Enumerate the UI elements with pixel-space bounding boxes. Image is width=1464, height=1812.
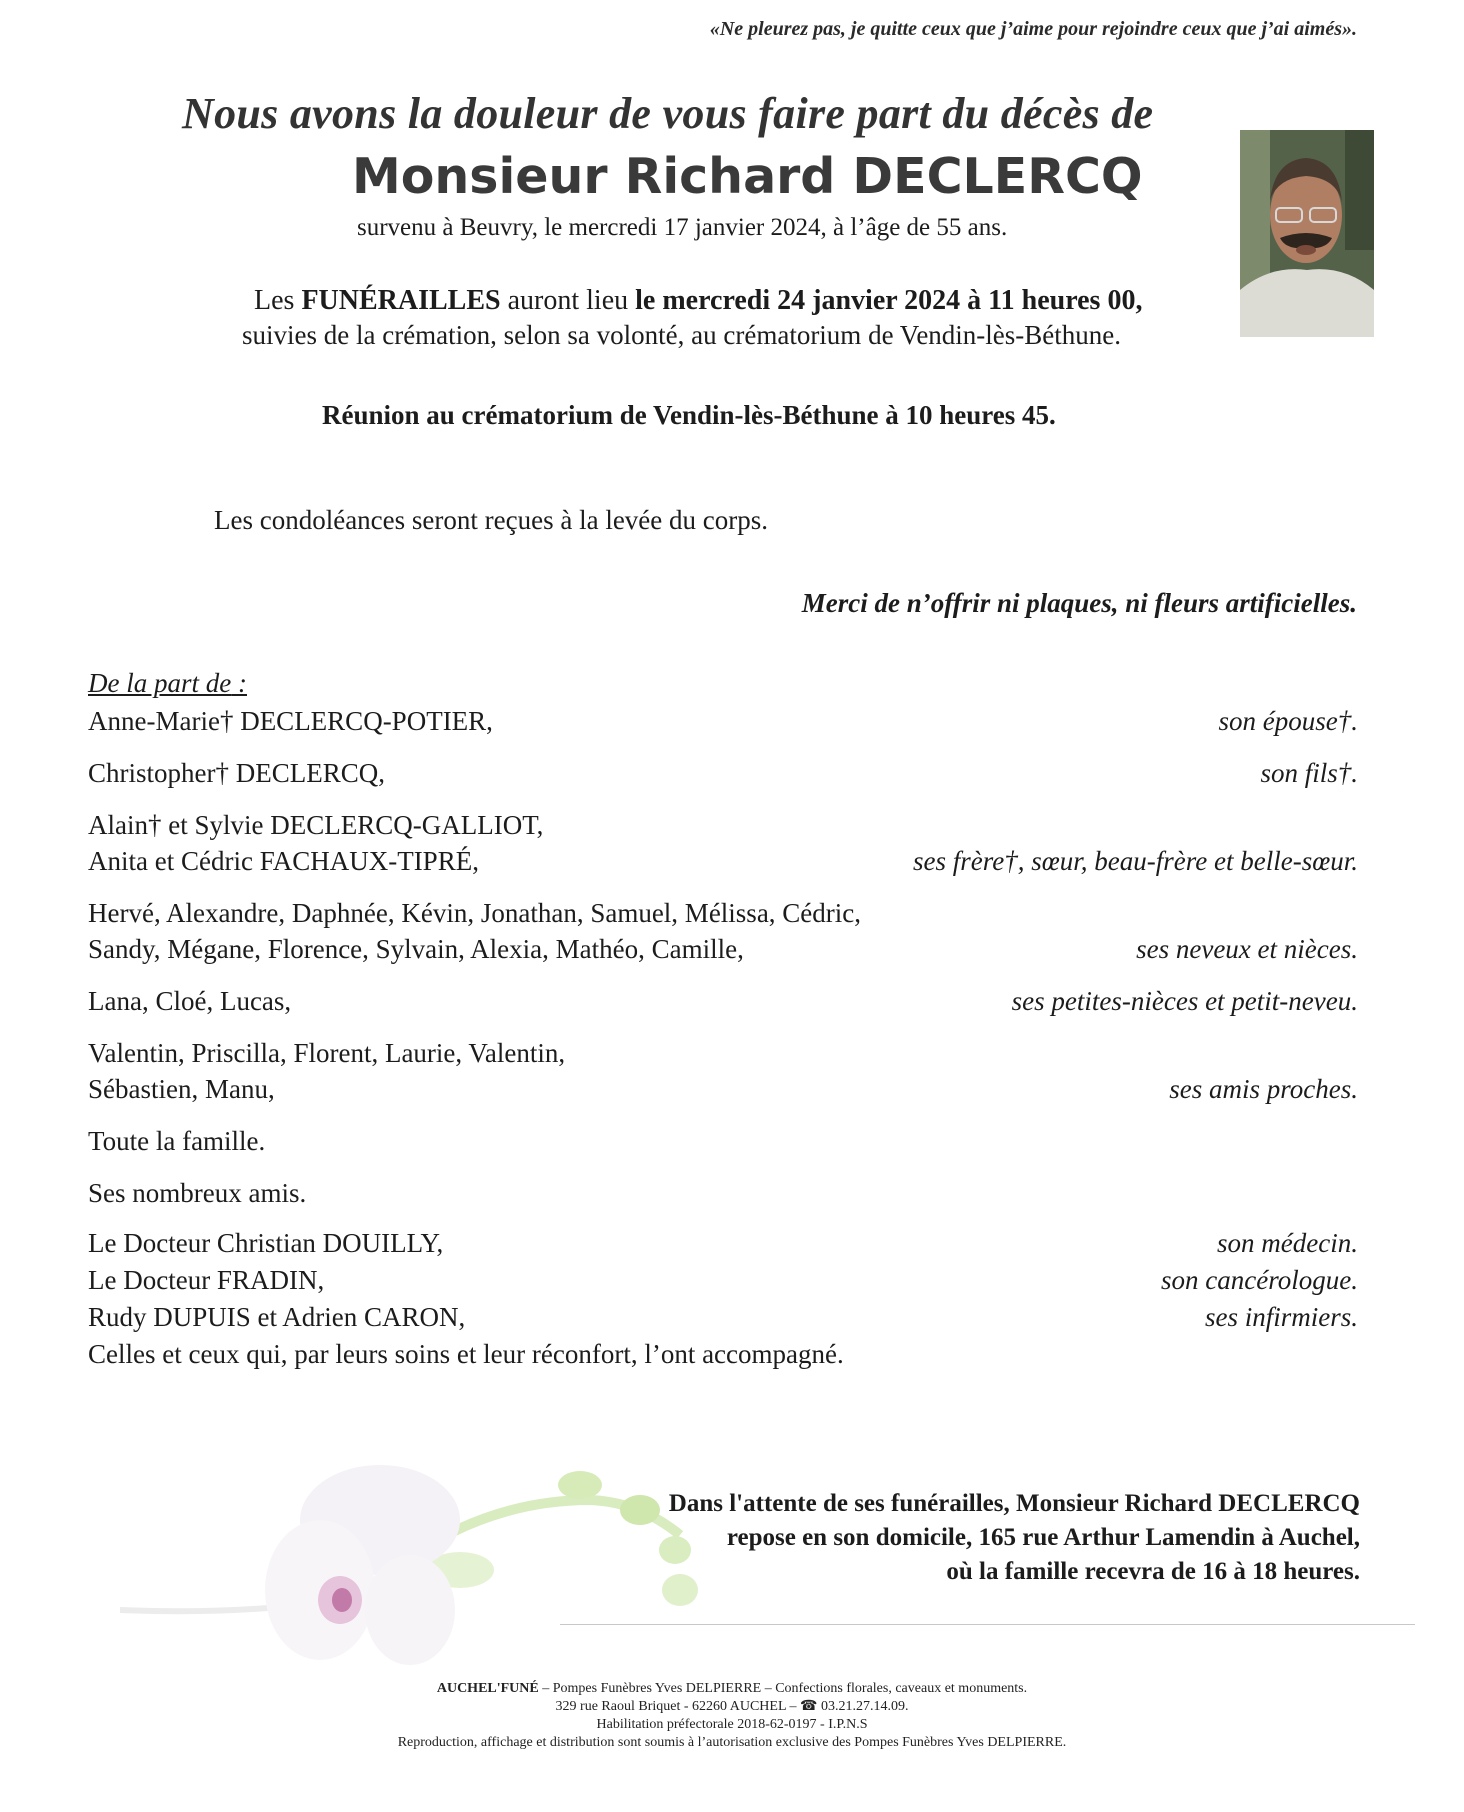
no-flowers-request: Merci de n’offrir ni plaques, ni fleurs artificielles. (801, 588, 1357, 618)
cremation-line: suivies de la crémation, selon sa volonté, au crématorium de Vendin-lès-Béthune. (242, 320, 1122, 350)
death-details: survenu à Beuvry, le mercredi 17 janvier 2024, à l’âge de 55 ans. (357, 214, 1008, 241)
caregiver-relation: son cancérologue. (1161, 1265, 1358, 1295)
footer-copyright: Reproduction, affichage et distribution sont soumis à l’autorisation exclusive des Pompes Funèbres Yves DELPIERRE. (397, 1735, 1067, 1750)
family-names: Anne-Marie† DECLERCQ-POTIER, (88, 706, 493, 736)
epigraph-quote: «Ne pleurez pas, je quitte ceux que j’aime pour rejoindre ceux que j’ai aimés». (709, 18, 1357, 40)
family-relation: ses neveux et nièces. (1136, 934, 1358, 964)
family-relation: ses amis proches. (1169, 1074, 1358, 1104)
funerals-middle: auront lieu (507, 285, 629, 316)
family-names: Toute la famille. (88, 1126, 266, 1156)
footer-line (0, 1680, 1464, 1698)
footer-address: 329 rue Raoul Briquet - 62260 AUCHEL – ☎ 03.21.27.14.09. (555, 1699, 909, 1714)
caregiver-row (88, 1262, 1358, 1299)
funeral-date-line (254, 285, 1142, 317)
caregiver-name: Le Docteur Christian DOUILLY, (88, 1228, 444, 1258)
funeral-date: le mercredi 24 janvier 2024 à 11 heures 00, (635, 285, 1143, 316)
funeral-home-footer (0, 1680, 1464, 1752)
family-names: Lana, Cloé, Lucas, (88, 986, 292, 1016)
family-relation: son épouse†. (1218, 706, 1358, 736)
funerals-prefix: Les (254, 285, 295, 316)
family-intro-text: De la part de (88, 668, 232, 698)
family-group (88, 1175, 1358, 1211)
family-relation: ses petites-nièces et petit-neveu. (1011, 986, 1358, 1016)
caregiver-relation: ses infirmiers. (1204, 1302, 1358, 1332)
family-names: Hervé, Alexandre, Daphnée, Kévin, Jonathan, Samuel, Mélissa, Cédric, (88, 898, 862, 928)
family-group (88, 755, 1358, 791)
repose-line: Dans l'attente de ses funérailles, Monsieur Richard DECLERCQ (668, 1490, 1360, 1517)
caregiver-name: Rudy DUPUIS et Adrien CARON, (88, 1302, 466, 1332)
family-intro-colon: : (231, 668, 247, 698)
repose-line: où la famille recevra de 16 à 18 heures. (946, 1558, 1360, 1585)
family-group (88, 703, 1358, 739)
family-names: Sébastien, Manu, (88, 1074, 275, 1104)
family-names: Sandy, Mégane, Florence, Sylvain, Alexia, Mathéo, Camille, (88, 934, 744, 964)
caregivers-list (88, 1225, 1358, 1373)
family-list (88, 668, 1358, 1373)
funerals-word: FUNÉRAILLES (301, 285, 501, 316)
orchid-decoration (120, 1440, 720, 1680)
repose-info (669, 1487, 1360, 1589)
condolences-info: Les condoléances seront reçues à la levée du corps. (214, 505, 769, 535)
caregiver-name: Le Docteur FRADIN, (88, 1265, 325, 1295)
family-names: Alain† et Sylvie DECLERCQ-GALLIOT, (88, 810, 544, 840)
family-relation: ses frère†, sœur, beau-frère et belle-sœur. (913, 846, 1358, 876)
family-group (88, 807, 1358, 879)
deceased-name: Monsieur Richard DECLERCQ (352, 148, 1143, 205)
family-group (88, 895, 1358, 967)
caregiver-row (88, 1336, 1358, 1373)
family-names: Valentin, Priscilla, Florent, Laurie, Valentin, (88, 1038, 566, 1068)
footer-divider (560, 1624, 1415, 1625)
family-names: Christopher† DECLERCQ, (88, 758, 385, 788)
family-group (88, 1123, 1358, 1159)
reunion-info: Réunion au crématorium de Vendin-lès-Béthune à 10 heures 45. (322, 400, 1056, 430)
family-names: Anita et Cédric FACHAUX-TIPRÉ, (88, 846, 479, 876)
announcement-headline: Nous avons la douleur de vous faire part du décès de (182, 89, 1154, 138)
caregiver-relation: son médecin. (1217, 1228, 1358, 1258)
family-relation: son fils†. (1260, 758, 1358, 788)
caregiver-row (88, 1225, 1358, 1262)
family-group (88, 983, 1358, 1019)
caregiver-row (88, 1299, 1358, 1336)
repose-line: repose en son domicile, 165 rue Arthur Lamendin à Auchel, (726, 1524, 1360, 1551)
family-names: Ses nombreux amis. (88, 1178, 307, 1208)
footer-license: Habilitation préfectorale 2018-62-0197 - I.P.N.S (596, 1717, 868, 1732)
funeral-home-brand: AUCHEL'FUNÉ (436, 1681, 539, 1696)
deceased-photo (1240, 130, 1374, 337)
portrait-image (1240, 130, 1374, 337)
family-intro (88, 668, 1358, 699)
caregiver-name: Celles et ceux qui, par leurs soins et leur réconfort, l’ont accompagné. (88, 1339, 844, 1369)
family-group (88, 1035, 1358, 1107)
footer-services: – Pompes Funèbres Yves DELPIERRE – Confections florales, caveaux et monuments. (538, 1681, 1028, 1696)
